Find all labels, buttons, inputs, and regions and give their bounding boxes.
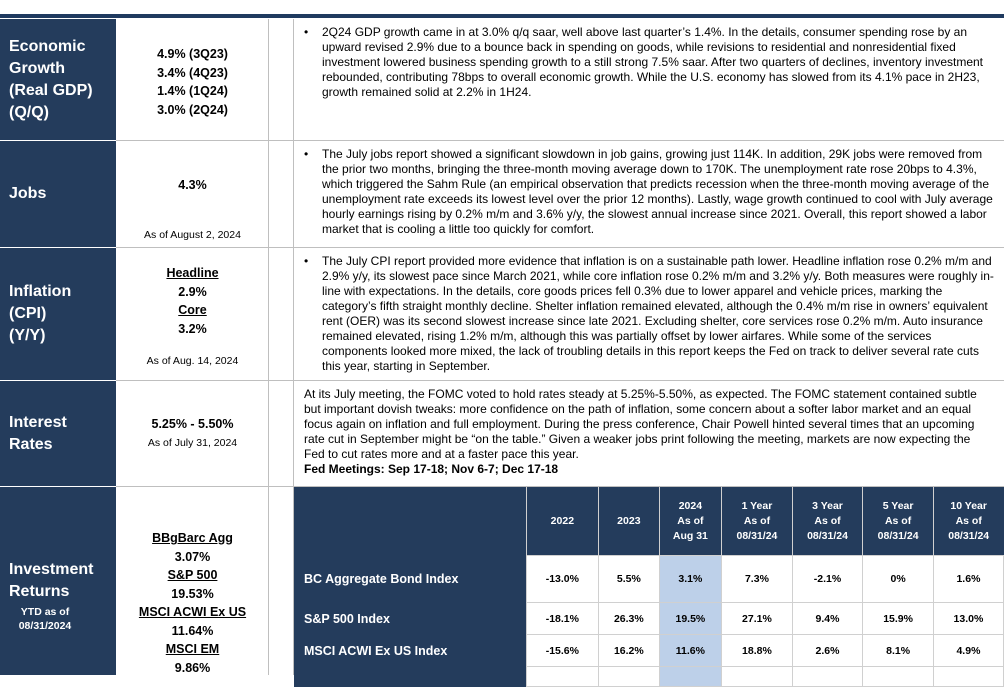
row-name	[294, 667, 526, 687]
label-investment-returns: Investment Returns YTD as of 08/31/2024	[0, 487, 116, 675]
row-name: BC Aggregate Bond Index	[294, 556, 526, 603]
header-2022: 2022	[526, 487, 598, 556]
headline-value: 2.9%	[178, 284, 207, 299]
bbgbarc-agg-value: 3.07%	[174, 549, 211, 564]
header-1-year: 1 Year As of 08/31/24	[722, 487, 793, 556]
cell-2022: -18.1%	[526, 603, 598, 635]
gdp-value-3q23: 4.9% (3Q23)	[157, 47, 228, 61]
inflation-commentary-text: The July CPI report provided more evidence that inflation is on a sustainable path lower. Headline inflation rose 0.2% m/m and 2.9% y/y, its slowest pace since March 2021, while core inflation rose 0.2% m/m and 3.2% y/y. Both measures were roughly in-line with expectations. In the details, core goods prices fell 0.3% due to lower apparel and vehicle prices, marking the category’s fifth straight monthly decline. Shelter inflation remained elevated, although the 0.4% m/m rise in owners’ equivalent rent (OER) was its second slowest increase since late 2021. Excluding shelter, core services rose 0.2% m/m. Auto insurance remained elevated, rising 1.2% m/m, although this was partially offset by lower airfares. While some of the services components looked more mixed, the lack of troubling details in this report keeps the Fed on track to deliver several rate cuts this year, starting in September.	[322, 254, 994, 373]
headline-label: Headline	[166, 266, 219, 280]
cell-5-year: 0%	[863, 556, 934, 603]
header-5-year: 5 Year As of 08/31/24	[863, 487, 934, 556]
label-interest-rates: Interest Rates	[0, 381, 116, 486]
bullet: •	[304, 25, 309, 39]
row-name: S&P 500 Index	[294, 603, 526, 635]
cell-2023: 16.2%	[599, 635, 660, 667]
cell-1-year: 18.8%	[722, 635, 793, 667]
msci-acwi-value: 11.64%	[171, 623, 214, 638]
performance-table	[294, 487, 1004, 687]
bullet: •	[304, 147, 309, 161]
cell-2022: -15.6%	[526, 635, 598, 667]
spacer-column	[268, 19, 294, 140]
gdp-value-1q24: 1.4% (1Q24)	[157, 84, 228, 98]
returns-values	[117, 487, 269, 675]
rates-value-cell	[117, 381, 269, 486]
label-economic-growth: Economic Growth (Real GDP) (Q/Q)	[0, 19, 116, 140]
cell-5-year: 15.9%	[863, 603, 934, 635]
label-inflation: Inflation (CPI) (Y/Y)	[0, 248, 116, 380]
cell	[863, 667, 934, 687]
returns-sublabel: YTD as of 08/31/2024	[18, 606, 72, 632]
cell-2024-ytd: 19.5%	[659, 603, 722, 635]
cell-3-year: -2.1%	[792, 556, 863, 603]
row-jobs	[0, 141, 1004, 247]
inflation-value-cell	[117, 248, 269, 380]
rates-value: 5.25% - 5.50%	[151, 417, 234, 431]
jobs-value-cell	[117, 141, 269, 247]
core-value: 3.2%	[178, 321, 207, 336]
cell	[599, 667, 660, 687]
gdp-values	[117, 19, 269, 140]
spacer-column	[268, 248, 294, 380]
cell-2023: 5.5%	[599, 556, 660, 603]
sp500-label: S&P 500	[167, 568, 218, 582]
table-row	[294, 556, 1004, 603]
row-name: MSCI ACWI Ex US Index	[294, 635, 526, 667]
cell	[792, 667, 863, 687]
cell-2024-ytd: 3.1%	[659, 556, 722, 603]
inflation-asof: As of Aug. 14, 2024	[146, 355, 239, 367]
row-interest-rates	[0, 381, 1004, 486]
msci-em-value: 9.86%	[174, 660, 211, 675]
jobs-value: 4.3%	[178, 178, 207, 192]
row-inflation	[0, 248, 1004, 380]
rates-commentary	[294, 381, 1004, 486]
gdp-value-4q23: 3.4% (4Q23)	[157, 65, 228, 80]
spacer-column	[268, 487, 294, 675]
gdp-value-2q24: 3.0% (2Q24)	[157, 102, 228, 117]
fed-meetings: Fed Meetings: Sep 17-18; Nov 6-7; Dec 17-18	[304, 462, 559, 476]
rates-commentary-text: At its July meeting, the FOMC voted to hold rates steady at 5.25%-5.50%, as expected. The FOMC statement contained subtle but important dovish tweaks: more confidence on the path of inflation, some concern about a softer labor market and an equal focus again on inflation and full employment. During the press conference, Chair Powell hinted several times that an upcoming rate cut in September might be “on the table.” Given a weaker jobs print following the meeting, markets are now expecting the Fed to cut rates more and at a faster pace this year. Fed Meetings: Sep 17-18; Nov 6-7; Dec 17-18	[304, 387, 977, 476]
cell-1-year: 7.3%	[722, 556, 793, 603]
table-row-partial	[294, 667, 1004, 687]
header-10-year: 10 Year As of 08/31/24	[933, 487, 1003, 556]
cell	[659, 667, 722, 687]
header-3-year: 3 Year As of 08/31/24	[792, 487, 863, 556]
table-row	[294, 635, 1004, 667]
cell-2024-ytd: 11.6%	[659, 635, 722, 667]
performance-header-row	[294, 487, 1004, 556]
jobs-commentary	[294, 141, 1004, 247]
header-2024-ytd: 2024 As of Aug 31	[659, 487, 722, 556]
top-rule	[0, 14, 1004, 18]
cell-10-year: 1.6%	[933, 556, 1003, 603]
sp500-value: 19.53%	[171, 586, 214, 601]
spacer-column	[268, 381, 294, 486]
core-label: Core	[178, 303, 207, 317]
spacer-column	[268, 141, 294, 247]
msci-em-label: MSCI EM	[165, 642, 220, 656]
cell-2022: -13.0%	[526, 556, 598, 603]
header-2023: 2023	[599, 487, 660, 556]
cell-3-year: 9.4%	[792, 603, 863, 635]
cell-2023: 26.3%	[599, 603, 660, 635]
bullet: •	[304, 254, 309, 268]
jobs-commentary-text: The July jobs report showed a significant slowdown in job gains, growing just 114K. In addition, 29K jobs were removed from the prior two months, bringing the three-month moving average down to 170K. The unemployment rate rose 20bps to 4.3%, which triggered the Sahm Rule (an empirical observation that predicts recession when the three-month moving average of the unemployment rate exceeds its lowest level over the prior 12 months). Lastly, wage growth continued to cool with July average hourly earnings rising by 0.2% m/m and 3.6% y/y, the slowest annual increase since 2021. Overall, this report showed a labor market that is cooling a little too quickly for comfort.	[322, 147, 993, 236]
cell	[526, 667, 598, 687]
gdp-commentary-text: 2Q24 GDP growth came in at 3.0% q/q saar, well above last quarter’s 1.4%. In the details, consumer spending rose by an upward revised 2.9% due to a bounce back in spending on goods, while revisions to residential and nonresidential fixed investment lowered business spending growth to a still strong 7.5% saar. After two quarters of declines, inventory investment rebounded, contributing 78bps to overall economic growth. While the U.S. economy has slowed from its 4.1% pace in 2H23, growth remained solid at 2.2% in 1H24.	[322, 25, 984, 99]
inflation-commentary	[294, 248, 1004, 380]
cell-5-year: 8.1%	[863, 635, 934, 667]
cell-10-year: 4.9%	[933, 635, 1003, 667]
cell-1-year: 27.1%	[722, 603, 793, 635]
cell-10-year: 13.0%	[933, 603, 1003, 635]
cell-3-year: 2.6%	[792, 635, 863, 667]
cell	[933, 667, 1003, 687]
rates-asof: As of July 31, 2024	[147, 437, 238, 449]
table-row	[294, 603, 1004, 635]
label-jobs: Jobs	[0, 141, 116, 247]
cell	[722, 667, 793, 687]
row-economic-growth	[0, 19, 1004, 140]
bbgbarc-agg-label: BBgBarc Agg	[152, 531, 233, 545]
gdp-commentary	[294, 19, 1004, 140]
header-blank	[294, 487, 526, 556]
msci-acwi-label: MSCI ACWI Ex US	[138, 605, 247, 619]
jobs-asof: As of August 2, 2024	[144, 229, 241, 241]
